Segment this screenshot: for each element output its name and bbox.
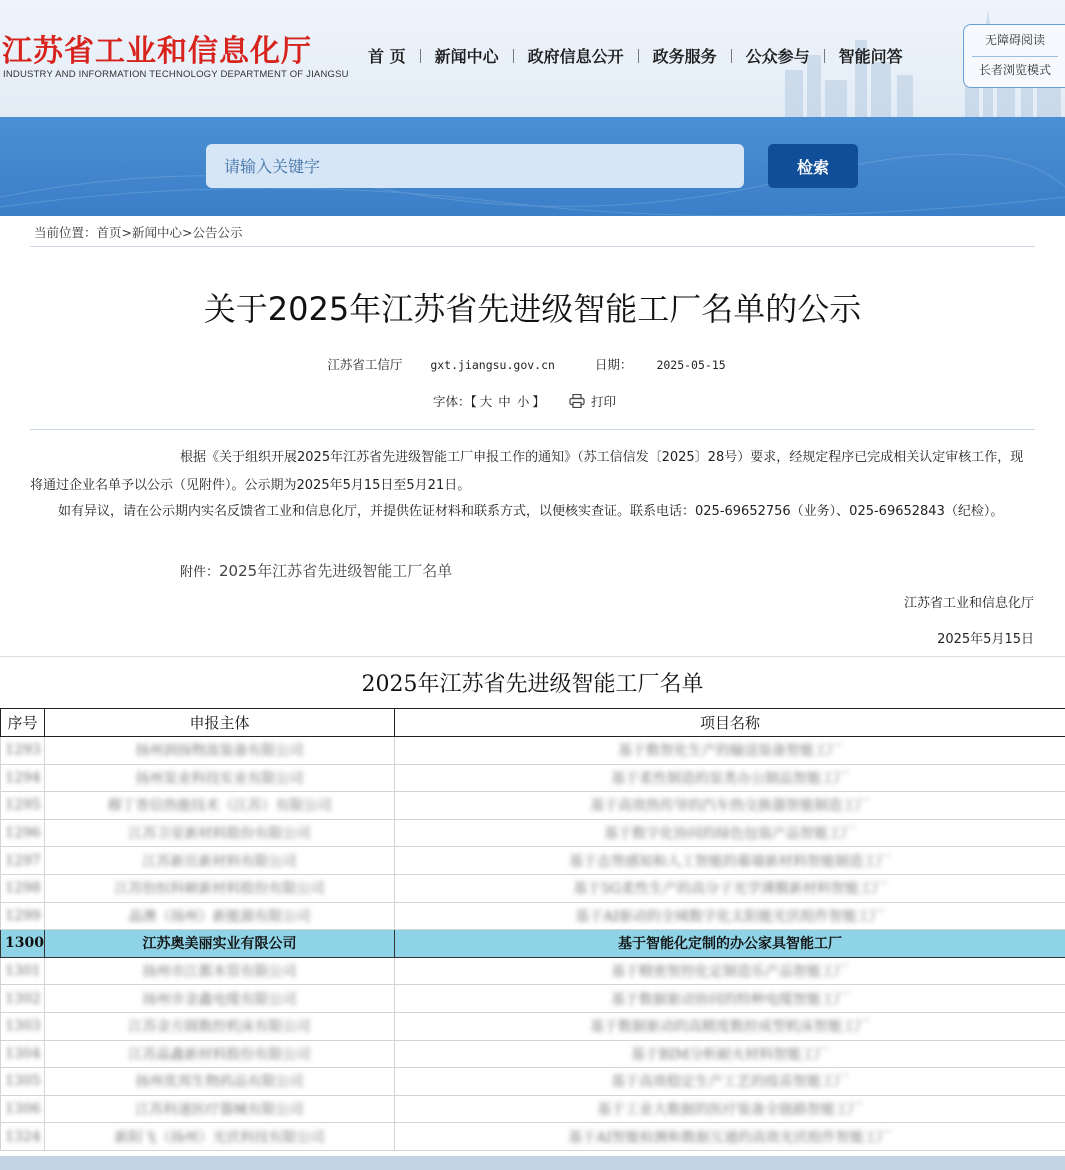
cell-entity: 江苏科速医疗器械有限公司 [45, 1095, 395, 1123]
signature: 江苏省工业和信息化厅 [903, 596, 1034, 611]
article-meta [0, 355, 1065, 373]
table-row [1, 1012, 1065, 1040]
table-row [1, 819, 1065, 847]
cell-project: 基于AI智能检测和数据互通的高效光伏组件智能工厂 [395, 1123, 1065, 1151]
elderly-mode-button[interactable]: 长者浏览模式 [978, 63, 1051, 77]
attachment [180, 560, 452, 581]
table-row [1, 737, 1065, 765]
table-row [1, 764, 1065, 792]
cell-no: 1301 [1, 957, 45, 985]
factory-list-table [0, 708, 1065, 1151]
attachment-link[interactable]: 2025年江苏省先进级智能工厂名单 [219, 562, 453, 580]
cell-project: 基于数智化生产的输送装备智能工厂 [395, 737, 1065, 765]
table-row-highlighted [1, 930, 1065, 958]
cell-no: 1293 [1, 737, 45, 765]
cell-entity: 扬州市金鑫电缆有限公司 [45, 985, 395, 1013]
table-row [1, 985, 1065, 1013]
header-entity: 申报主体 [45, 709, 395, 737]
cell-project: 基于数据驱动协同的特种电缆智能工厂 [395, 985, 1065, 1013]
cell-project: 基于工业大数据的医疗装备全链路智能工厂 [395, 1095, 1065, 1123]
cell-entity: 穆丁普信热能技术（江苏）有限公司 [45, 792, 395, 820]
printer-icon [569, 394, 585, 408]
search-band [0, 117, 1065, 216]
table-row [1, 792, 1065, 820]
table-row [1, 1068, 1065, 1096]
cell-entity: 扬州泵业科技实业有限公司 [45, 764, 395, 792]
cell-project: 基于精密智控化定制造乐产品智能工厂 [395, 957, 1065, 985]
footer-band [0, 1156, 1065, 1170]
nav-participation[interactable]: 公众参与 [745, 47, 810, 66]
nav-gov-info[interactable]: 政府信息公开 [527, 47, 624, 66]
print-button[interactable] [569, 392, 616, 410]
cell-no: 1299 [1, 902, 45, 930]
cell-project: 基于高效热传导的汽车热交换器智能制造工厂 [395, 792, 1065, 820]
table-row [1, 1040, 1065, 1068]
font-medium-button[interactable]: 中 [498, 394, 511, 409]
font-large-button[interactable]: 大 [479, 394, 493, 409]
nav-services[interactable]: 政务服务 [652, 47, 717, 66]
site-title[interactable]: 江苏省工业和信息化厅 [2, 34, 312, 69]
accessible-reading-button[interactable]: 无障碍阅读 [984, 33, 1045, 47]
cell-no: 1305 [1, 1068, 45, 1096]
cell-project: 基于柔性制造的泵类办公制品智能工厂 [395, 764, 1065, 792]
attachment-label: 附件： [180, 565, 220, 580]
cell-no: 1296 [1, 819, 45, 847]
nav-smart-qa[interactable]: 智能问答 [838, 47, 903, 66]
cell-project: 基于AI驱动的全域数字化太阳能光伏组件智能工厂 [395, 902, 1065, 930]
breadcrumb-divider [30, 246, 1035, 247]
article-paragraph-1: 根据《关于组织开展2025年江苏省先进级智能工厂申报工作的通知》（苏工信信发〔2025〕28号）要求，经规定程序已完成相关认定审核工作，现将通过企业名单予以公示（见附件）。公示期为2025年5月15日至5月21日。 [30, 450, 1024, 493]
search-button[interactable]: 检索 [768, 144, 858, 188]
table-row [1, 874, 1065, 902]
date-label: 日期： [594, 357, 633, 372]
cell-no: 1324 [1, 1123, 45, 1151]
font-small-button[interactable]: 小 [516, 394, 530, 409]
cell-project: 基于5G柔性生产的高分子光学薄膜新材料智能工厂 [395, 874, 1065, 902]
accessibility-panel [963, 24, 1065, 88]
article-title: 关于2025年江苏省先进级智能工厂名单的公示 [203, 290, 862, 328]
cell-no: 1303 [1, 1012, 45, 1040]
cell-entity: 江苏新岳新材料有限公司 [45, 847, 395, 875]
cell-entity: 江苏怡恒科顿新材料股份有限公司 [45, 874, 395, 902]
cell-project: 基于高效稳定生产工艺的疫苗智能工厂 [395, 1068, 1065, 1096]
cell-no: 1295 [1, 792, 45, 820]
table-title: 2025年江苏省先进级智能工厂名单 [361, 672, 704, 697]
cell-no: 1302 [1, 985, 45, 1013]
bracket-close: 】 [532, 394, 545, 409]
breadcrumb-path[interactable]: 首页>新闻中心>公告公示 [96, 225, 243, 240]
header-project: 项目名称 [395, 709, 1065, 737]
cell-no: 1304 [1, 1040, 45, 1068]
cell-entity: 江苏卫星新材料股份有限公司 [45, 819, 395, 847]
breadcrumb-label: 当前位置： [34, 225, 97, 240]
font-size-control [433, 392, 545, 410]
table-row [1, 1123, 1065, 1151]
cell-project: 基于智能化定制的办公家具智能工厂 [395, 930, 1065, 958]
article-paragraph-2: 如有异议，请在公示期内实名反馈省工业和信息化厅，并提供佐证材料和联系方式，以便核实查证。联系电话：025-69652756（业务）、025-69652843（纪检）。 [58, 504, 1004, 519]
header-no: 序号 [1, 709, 45, 737]
cell-project: 基于态势感知和人工智能的幕墙新材料智能制造工厂 [395, 847, 1065, 875]
table-header-row [1, 709, 1065, 737]
table-row [1, 957, 1065, 985]
signature-date: 2025年5月15日 [937, 632, 1034, 647]
cell-entity: 江苏金方圆数控机床有限公司 [45, 1012, 395, 1040]
article-source: 江苏省工信厅 [327, 357, 403, 372]
cell-entity: 新阳飞（扬州）光伏科技有限公司 [45, 1123, 395, 1151]
cell-project: 基于数字化协同的绿色包装产品智能工厂 [395, 819, 1065, 847]
search-input[interactable] [206, 144, 744, 188]
cell-no: 1297 [1, 847, 45, 875]
nav-home[interactable]: 首 页 [368, 47, 406, 66]
article-site: gxt.jiangsu.gov.cn [430, 358, 555, 372]
cell-entity: 扬州优邦生物药品有限公司 [45, 1068, 395, 1096]
cell-no: 1298 [1, 874, 45, 902]
article-divider [30, 429, 1035, 430]
cell-no: 1300 [1, 930, 45, 958]
site-header [0, 0, 1065, 117]
main-nav [354, 44, 917, 67]
cell-no: 1294 [1, 764, 45, 792]
nav-news[interactable]: 新闻中心 [434, 47, 499, 66]
print-label: 打印 [591, 394, 617, 409]
cell-entity: 扬州市江都木管有限公司 [45, 957, 395, 985]
cell-entity: 扬州润扬物流装备有限公司 [45, 737, 395, 765]
cell-entity: 江苏奥美丽实业有限公司 [45, 930, 395, 958]
table-body [1, 737, 1065, 1151]
article-date: 2025-05-15 [656, 358, 726, 372]
site-subtitle: INDUSTRY AND INFORMATION TECHNOLOGY DEPARTMENT OF JIANGSU [3, 69, 349, 80]
cell-entity: 江苏晶鑫新材料股份有限公司 [45, 1040, 395, 1068]
cell-project: 基于BIM分析耐火材料智能工厂 [395, 1040, 1065, 1068]
table-row [1, 1095, 1065, 1123]
cell-project: 基于数据驱动的高精度数控成型机床智能工厂 [395, 1012, 1065, 1040]
font-size-label: 字体： [433, 394, 471, 409]
cell-entity: 晶澳（扬州）新能源有限公司 [45, 902, 395, 930]
breadcrumb [34, 223, 242, 241]
table-row [1, 902, 1065, 930]
table-row [1, 847, 1065, 875]
panel-divider [972, 56, 1058, 57]
bracket-open: 【 [470, 394, 477, 409]
cell-no: 1306 [1, 1095, 45, 1123]
